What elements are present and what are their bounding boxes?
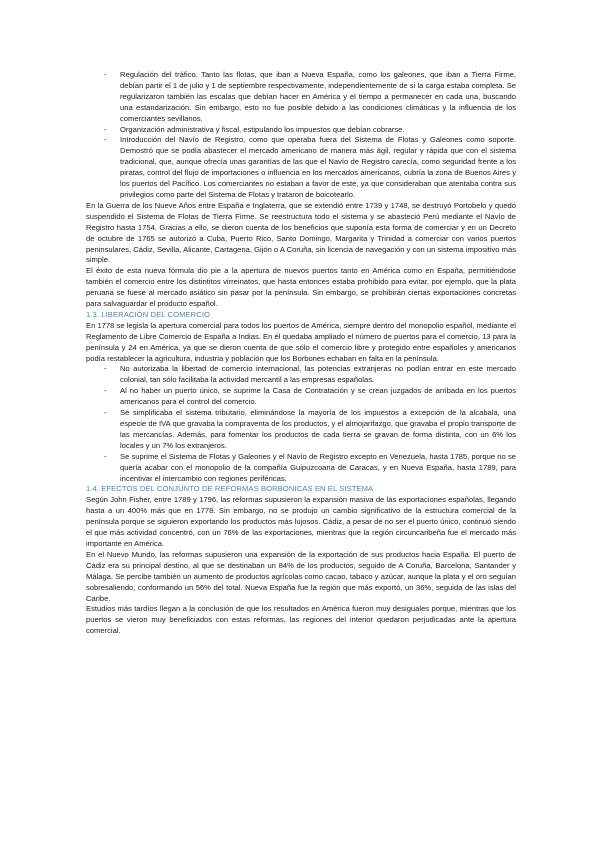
section-heading: 1.3. LIBERACIÓN DEL COMERCIO <box>86 309 211 319</box>
bullet-dash: - <box>104 386 107 396</box>
list-item <box>86 386 516 408</box>
bullet-dash: - <box>104 364 107 374</box>
list-item <box>86 364 516 386</box>
paragraph: Estudios más tardíos llegan a la conclusión de que los resultados en América fueron muy desiguales porque, mientras que los puertos se vieron muy beneficiados con estas reformas, las regiones del interior quedaron perjudicadas ante la apertura comercial. <box>86 604 516 636</box>
paragraph: En el Nuevo Mundo, las reformas supusieron una expansión de la exportación de sus productos hacia España. El puerto de Cádiz era su principal destino, al que se destinaban un 84% de los productos, seguido de A Coruña, Barcelona, Santander y Málaga. Se percibe también un aumento de productos agrícolas como cacao, tabaco y azúcar, aunque la plata y el oro seguían sobresaliendo, conformando un 56% del total. Nueva España fue la región que más exportó, un 36%, seguida de las islas del Caribe. <box>86 549 516 603</box>
list-item <box>86 452 516 485</box>
reform-list <box>86 70 516 201</box>
list-item <box>86 135 516 200</box>
list-item <box>86 70 516 125</box>
list-item-text: Organización administrativa y fiscal, estipulando los impuestos que debían cobrarse. <box>120 124 405 134</box>
bullet-dash: - <box>104 70 107 79</box>
list-item-text: No autorizaba la libertad de comercio internacional, las potencias extranjeras no podían entrar en este mercado colonial, tan sólo facilitaba la actividad mercantil a las empresas españolas. <box>120 364 516 385</box>
list-item-text: Introducción del Navío de Registro, como que operaba fuera del Sistema de Flotas y Galeones como soporte. Demostró que se podía abastecer el mercado americano de manera más ágil, regular y rápida que con el sistema tradicional, que, aunque ofrecía unas garantías de las que el Navío de Registro carecía, como seguridad frente a los piratas, control del flujo de importaciones o influencia en los mercados americanos, cubría la zona de Buenos Aires y los puertos del Pacífico. Los comerciantes no estaban a favor de este, ya que consideraban que atentaba contra sus privilegios como parte del Sistema de Flotas y trataron de boicotearlo. <box>120 135 516 199</box>
paragraph: En 1778 se legisla la apertura comercial para todos los puertos de América, siempre dentro del monopolio español, mediante el Reglamento de Libre Comercio de España a Indias. En él quedaba ampliado el número de puertos para el comercio, 13 para la península y 24 en América, ya que se dieron cuenta de que sólo el comercio libre y protegido entre españoles y americanos podía restablecer la agricultura, industria y población que los Borbones echaban en falta en la península. <box>86 320 516 363</box>
document-page <box>86 70 516 637</box>
list-item-text: Se simplificaba el sistema tributario, eliminándose la mayoría de los impuestos a excepción de la alcabala, una especie de IVA que gravaba la compraventa de los productos, y el almojarifazgo, que gravaba el propio transporte de las mercancías. Además, para fomentar los productos de cada tierra se gravan de forma distinta, con un 6% los locales y un 7% los extranjeros. <box>120 408 516 450</box>
paragraph: En la Guerra de los Nueve Años entre España e Inglaterra, que se extendió entre 1739 y 1748, se destruyó Portobelo y quedó suspendido el Sistema de Flotas de Tierra Firme. Se reestructura todo el sistema y se abasteció Perú mediante el Navío de Registro hasta 1754. Gracias a ello, se dieron cuenta de los beneficios que suponía esta forma de comerciar y en un Decreto de octubre de 1765 se autorizó a Cuba, Puerto Rico, Santo Domingo, Margarita y Trinidad a comerciar con varios puertos peninsulares, Cádiz, Sevilla, Alicante, Cartagena, Gijón o A Coruña, sin licencia de navegación y con un sistema impositivo más simple. <box>86 200 516 265</box>
section-heading: 1.4. EFECTOS DEL CONJUNTO DE REFORMAS BORBÓNICAS EN EL SISTEMA <box>86 484 374 494</box>
bullet-dash: - <box>104 135 107 145</box>
list-item <box>86 125 516 136</box>
list-item-text: Al no haber un puerto único, se suprime la Casa de Contratación y se crean juzgados de arribada en los puertos americanos para el control del comercio. <box>120 386 516 407</box>
bullet-dash: - <box>104 408 107 418</box>
list-item <box>86 408 516 452</box>
paragraph: El éxito de esta nueva fórmula dio pie a la apertura de nuevos puertos tanto en América como en España, permitiéndose también el comercio entre los distintitos virreinatos, que hasta entonces estaba prohibido para evitar, por ejemplo, que la plata peruana se fuese al mercado asiático sin pasar por la península. Sin embargo, se prohibirán ciertas exportaciones concretas para salvaguardar el producto español. <box>86 266 516 309</box>
reglamento-list <box>86 364 516 484</box>
list-item-text: Regulación del tráfico. Tanto las flotas, que iban a Nueva España, como los galeones, que iban a Tierra Firme, debían partir el 1 de julio y 1 de septiembre respectivamente, independientemente de si la carga estaba completa. Se regularizaron también las escalas que debían hacer en América y el tiempo a permanecer en cada una, buscando una estandarización. Sin embargo, esto no fue posible debido a las condiciones climáticas y la influencia de los comerciantes sevillanos. <box>120 70 516 123</box>
bullet-dash: - <box>104 451 107 461</box>
paragraph: Según John Fisher, entre 1789 y 1796, las reformas supusieron la expansión masiva de las exportaciones españolas, llegando hasta a un 400% más que en 1778. Sin embargo, no se produjo un cambio significativo de la estructura comercial de la península porque se siguieron exportando los productos más lujosos. Cádiz, a pesar de no ser el puerto único, continuó siendo el que más actividad concentró, con un 76% de las exportaciones, mientras que la región circuncaribeña fue el mercado más importante en América. <box>86 495 516 548</box>
bullet-dash: - <box>104 124 107 134</box>
list-item-text: Se suprime el Sistema de Flotas y Galeones y el Navío de Registro excepto en Venezuela, hasta 1785, porque no se quería acabar con el monopolio de la compañía Guipuzcoana de Caracas, y en Nueva España, hasta 1789, para incentivar el intercambio con regiones periféricas. <box>120 451 516 483</box>
